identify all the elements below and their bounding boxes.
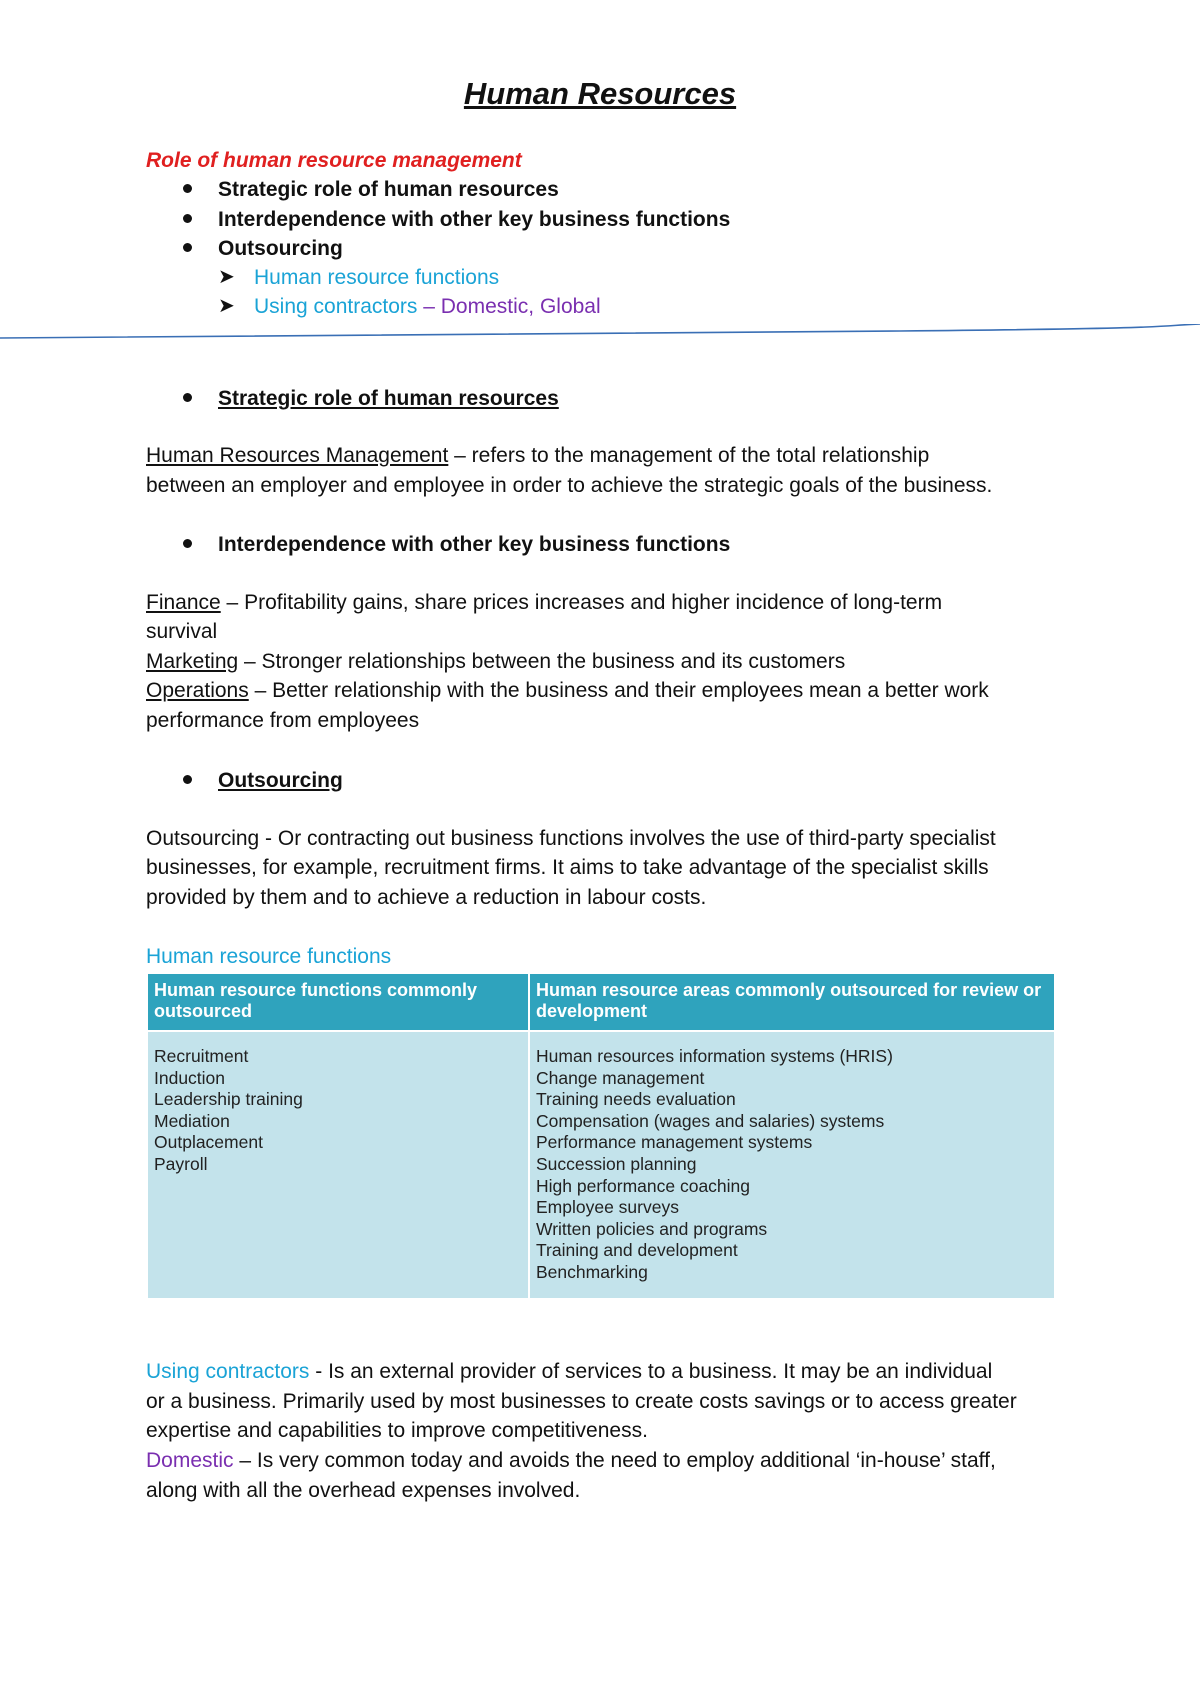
outline-item-outsourcing: Outsourcing xyxy=(218,237,343,260)
bullet-icon xyxy=(183,243,192,252)
operations-text: – Better relationship with the business and their employees mean a better work xyxy=(248,679,989,702)
outsourcing-line1: Outsourcing - Or contracting out business functions involves the use of third-party specialist xyxy=(146,827,996,850)
list-item: Induction xyxy=(154,1067,226,1088)
outline-item-interdependence: Interdependence with other key business functions xyxy=(218,208,731,231)
list-item: Training needs evaluation xyxy=(536,1089,736,1110)
outsourcing-line3: provided by them and to achieve a reduction in labour costs. xyxy=(146,886,707,909)
domestic-text: – Is very common today and avoids the need to employ additional ‘in-house’ staff, xyxy=(233,1449,996,1472)
dash: – xyxy=(417,295,441,318)
list-item: Training and development xyxy=(536,1240,738,1261)
outline-item-strategic: Strategic role of human resources xyxy=(218,178,559,201)
table-row xyxy=(147,1031,1055,1299)
domestic-line1 xyxy=(146,1446,996,1475)
operations-line2: performance from employees xyxy=(146,709,420,732)
contractors-text: - Is an external provider of services to a business. It may be an individual xyxy=(309,1360,993,1383)
marketing-line xyxy=(146,647,845,676)
finance-line1 xyxy=(146,588,942,617)
list-item: Employee surveys xyxy=(536,1197,679,1218)
outline-subitem-contractors xyxy=(254,292,601,321)
contractors-line1 xyxy=(146,1357,992,1386)
list-item: Human resources information systems (HRIS) xyxy=(536,1046,893,1066)
arrow-bullet-icon: ➤ xyxy=(218,266,235,288)
hrm-definition-line1 xyxy=(146,441,929,470)
finance-line2: survival xyxy=(146,620,218,643)
finance-text: – Profitability gains, share prices increases and higher incidence of long-term xyxy=(220,591,943,614)
contractors-line3: expertise and capabilities to improve competitiveness. xyxy=(146,1419,648,1442)
list-item: Outplacement xyxy=(154,1132,263,1153)
list-item: High performance coaching xyxy=(536,1175,751,1196)
strategic-heading: Strategic role of human resources xyxy=(218,387,559,410)
list-item: Benchmarking xyxy=(536,1261,648,1282)
list-item: Performance management systems xyxy=(536,1132,813,1153)
outsourcing-heading: Outsourcing xyxy=(218,769,343,792)
bullet-icon xyxy=(183,775,192,784)
table-header-functions: Human resource functions commonly outsourced xyxy=(147,973,529,1031)
hr-table-caption: Human resource functions xyxy=(146,945,392,968)
list-item: Succession planning xyxy=(536,1153,697,1174)
domestic-line2: along with all the overhead expenses involved. xyxy=(146,1479,581,1502)
contractors-label: Using contractors xyxy=(254,295,418,318)
marketing-term: Marketing xyxy=(146,650,239,673)
finance-term: Finance xyxy=(146,591,221,614)
hr-functions-table xyxy=(146,972,1056,1300)
bullet-icon xyxy=(183,393,192,402)
functions-cell xyxy=(147,1031,529,1299)
operations-term: Operations xyxy=(146,679,249,702)
list-item: Compensation (wages and salaries) systems xyxy=(536,1110,885,1131)
hrm-definition-text: – refers to the management of the total relationship xyxy=(448,444,930,467)
list-item: Recruitment xyxy=(154,1046,249,1066)
contractors-line2: or a business. Primarily used by most businesses to create costs savings or to access greater xyxy=(146,1390,1017,1413)
outline-heading: Role of human resource management xyxy=(146,149,522,172)
section-divider xyxy=(0,324,1200,348)
areas-cell xyxy=(529,1031,1055,1299)
marketing-text: – Stronger relationships between the business and its customers xyxy=(238,650,846,673)
outsourcing-line2: businesses, for example, recruitment firms. It aims to take advantage of the specialist skills xyxy=(146,856,989,879)
list-item: Change management xyxy=(536,1067,705,1088)
table-header-areas: Human resource areas commonly outsourced for review or development xyxy=(529,973,1055,1031)
contractor-types: Domestic, Global xyxy=(440,295,601,318)
bullet-icon xyxy=(183,214,192,223)
bullet-icon xyxy=(183,539,192,548)
page-title: Human Resources xyxy=(463,76,737,111)
hrm-term: Human Resources Management xyxy=(146,444,449,467)
outline-subitem-hr-functions: Human resource functions xyxy=(254,266,500,289)
list-item: Payroll xyxy=(154,1153,208,1174)
bullet-icon xyxy=(183,184,192,193)
list-item: Written policies and programs xyxy=(536,1218,768,1239)
contractors-term: Using contractors xyxy=(146,1360,310,1383)
list-item: Leadership training xyxy=(154,1089,303,1110)
interdependence-heading: Interdependence with other key business functions xyxy=(218,533,731,556)
hrm-definition-line2: between an employer and employee in order to achieve the strategic goals of the business. xyxy=(146,474,993,497)
arrow-bullet-icon: ➤ xyxy=(218,295,235,317)
table-header-row xyxy=(147,973,1055,1031)
operations-line1 xyxy=(146,676,989,705)
domestic-term: Domestic xyxy=(146,1449,234,1472)
list-item: Mediation xyxy=(154,1110,230,1131)
